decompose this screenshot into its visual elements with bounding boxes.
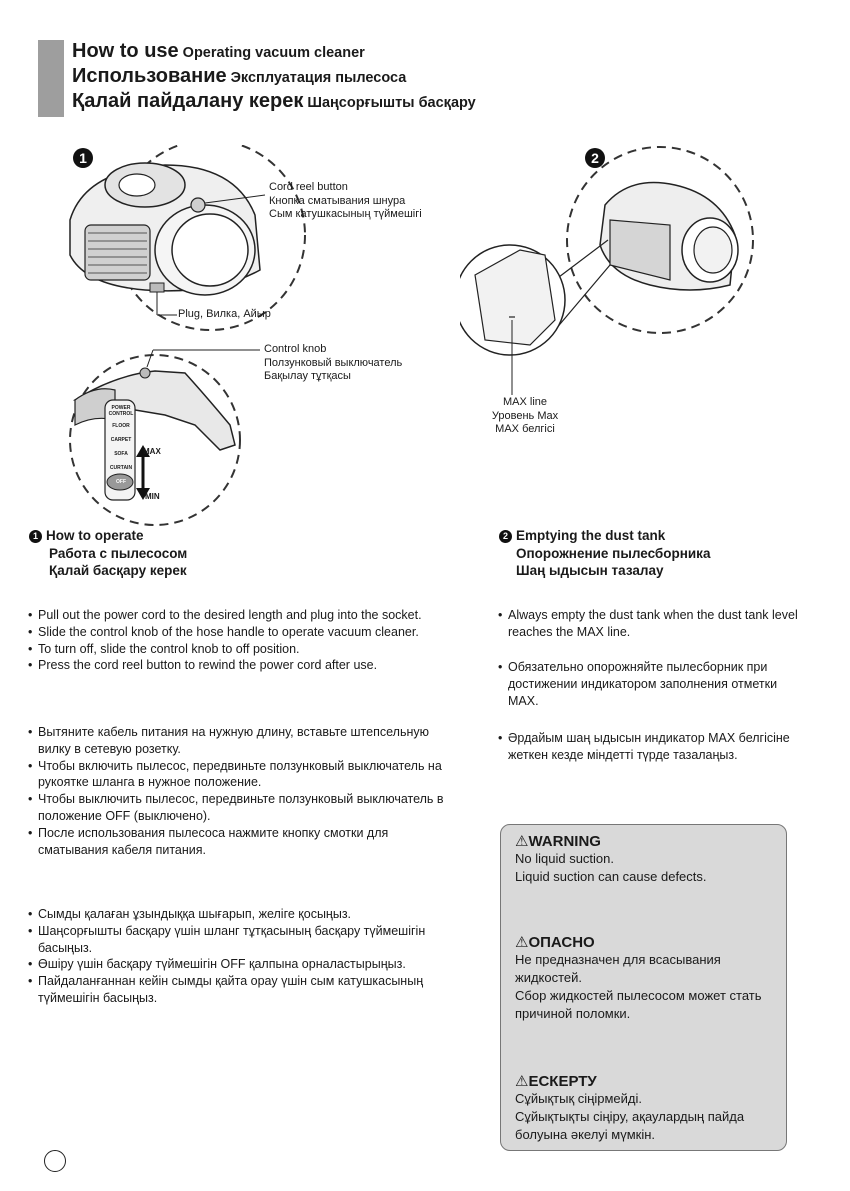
warning-triangle-icon: ⚠ <box>515 934 529 951</box>
list-item: • Always empty the dust tank when the dust tank level reaches the MAX line. <box>498 607 798 641</box>
title-kz: Қалай пайдалану керек Шаңсорғышты басқару <box>72 90 476 112</box>
section-2-number: 2 <box>499 530 512 543</box>
max-line-callout: MAX line Уровень Max MAX белгісі <box>491 396 559 435</box>
section-1-english-list <box>28 607 488 674</box>
curtain-label: CURTAIN <box>109 465 133 471</box>
warning-triangle-icon: ⚠ <box>515 833 529 850</box>
list-item: • Өшіру үшін басқару түймешігін OFF қалпына орналастырыңыз. <box>28 956 478 973</box>
power-control-label: POWER CONTROL <box>108 405 134 417</box>
figure-2-number: 2 <box>585 148 605 168</box>
figure-2-illustration <box>460 145 760 405</box>
list-item: • Чтобы включить пылесос, передвиньте ползунковый выключатель на рукоятке шланга в нужное положение. <box>28 758 458 792</box>
warning-triangle-icon: ⚠ <box>515 1073 529 1090</box>
max-label: MAX <box>143 447 161 456</box>
section-1-number: 1 <box>29 530 42 543</box>
section-2-english-list <box>498 607 798 641</box>
section-1-heading: 1 How to operate Работа с пылесосом Қалай басқару керек <box>29 527 187 580</box>
list-item: • Slide the control knob of the hose handle to operate vacuum cleaner. <box>28 624 488 641</box>
list-item: • После использования пылесоса нажмите кнопку смотки для сматывания кабеля питания. <box>28 825 458 859</box>
section-1-kazakh-list <box>28 906 478 1007</box>
plug-callout: Plug, Вилка, Айыр <box>178 308 271 320</box>
list-item: • To turn off, slide the control knob to off position. <box>28 641 488 658</box>
sofa-label: SOFA <box>114 451 128 457</box>
list-item: • Вытяните кабель питания на нужную длину, вставьте штепсельную вилку в сетевую розетку. <box>28 724 458 758</box>
off-label: OFF <box>116 479 126 485</box>
list-item: • Сымды қалаған ұзындыққа шығарып, желіге қосыңыз. <box>28 906 478 923</box>
section-2-kazakh-list <box>498 730 798 764</box>
list-item: • Пайдаланғаннан кейін сымды қайта орау үшін сым катушкасының түймешігін басыңыз. <box>28 973 478 1007</box>
control-knob-callout: Control knob Ползунковый выключатель Бақылау тұтқасы <box>264 343 403 382</box>
carpet-label: CARPET <box>110 437 132 443</box>
list-item: • Чтобы выключить пылесос, передвиньте ползунковый выключатель в положение OFF (выключено). <box>28 791 458 825</box>
section-2-heading: 2 Emptying the dust tank Опорожнение пылесборника Шаң ыдысын тазалау <box>499 527 710 580</box>
list-item: • Шаңсорғышты басқару үшін шланг тұтқасының басқару түймешігін басыңыз. <box>28 923 478 957</box>
cord-reel-callout: Cord reel button Кнопка сматывания шнура Сым катушкасының түймешігі <box>269 181 422 220</box>
min-label: MIN <box>145 492 160 501</box>
page-number-circle <box>44 1150 66 1172</box>
floor-label: FLOOR <box>112 423 130 429</box>
figure-1-number: 1 <box>73 148 93 168</box>
title-en: How to use Operating vacuum cleaner <box>72 40 365 62</box>
list-item: • Pull out the power cord to the desired length and plug into the socket. <box>28 607 488 624</box>
warning-ru: ⚠ОПАСНО Не предназначен для всасывания жидкостей. Сбор жидкостей пылесосом может стать причиной поломки. <box>515 934 762 1021</box>
list-item: • Обязательно опорожняйте пылесборник при достижении индикатором заполнения отметки MAX. <box>498 659 798 709</box>
title-ru: Использование Эксплуатация пылесоса <box>72 65 407 87</box>
section-2-russian-list <box>498 659 798 709</box>
warning-kz: ⚠ЕСКЕРТУ Сұйықтық сіңірмейді. Сұйықтықты сіңіру, ақаулардың пайда болуына әкелуі мүмкін. <box>515 1073 745 1142</box>
list-item: • Әрдайым шаң ыдысын индикатор MAX белгісіне жеткен кезде міндетті түрде тазалаңыз. <box>498 730 798 764</box>
warning-en: ⚠WARNING No liquid suction. Liquid suction can cause defects. <box>515 833 707 884</box>
list-item: • Press the cord reel button to rewind the power cord after use. <box>28 657 488 674</box>
header-side-bar <box>38 40 64 117</box>
section-1-russian-list <box>28 724 458 858</box>
